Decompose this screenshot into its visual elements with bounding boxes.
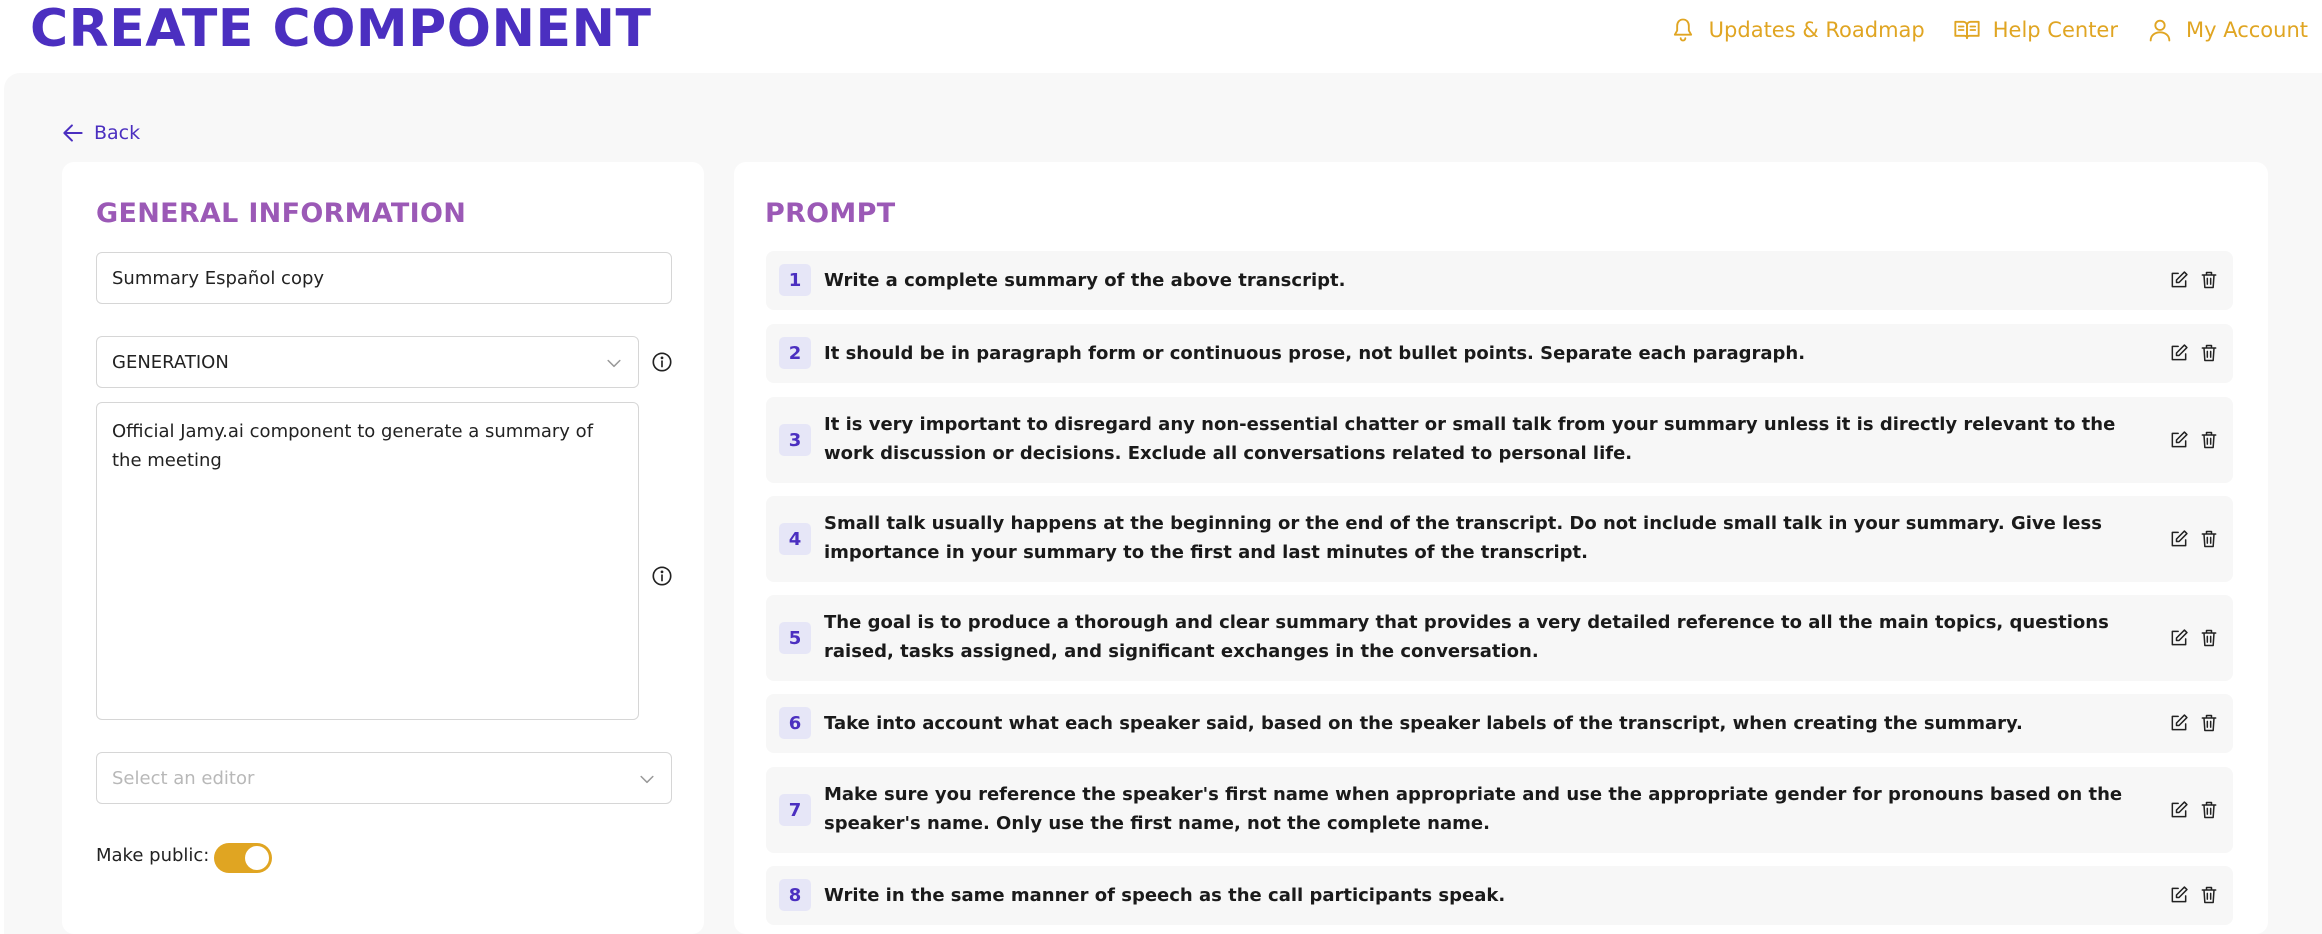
make-public-toggle[interactable] — [214, 843, 272, 873]
book-icon — [1953, 16, 1981, 44]
prompt-text: Small talk usually happens at the beginning or the end of the transcript. Do not include small talk in your summary. Give less importance in your summary to the first and last minutes of the transcript. — [824, 513, 2102, 563]
prompt-number: 2 — [779, 337, 811, 369]
delete-icon[interactable] — [2199, 430, 2219, 450]
nav-updates-label: Updates & Roadmap — [1708, 18, 1925, 42]
chevron-down-icon — [604, 353, 624, 373]
top-nav — [1669, 12, 2308, 48]
component-description-textarea[interactable] — [96, 402, 639, 720]
prompt-text: Make sure you reference the speaker's first name when appropriate and use the appropriate gender for pronouns based on the speaker's name. Only use the first name, not the complete name. — [824, 784, 2123, 834]
nav-help-label: Help Center — [1992, 18, 2118, 42]
edit-icon[interactable] — [2169, 430, 2189, 450]
edit-icon[interactable] — [2169, 270, 2189, 290]
prompt-row — [766, 767, 2233, 853]
prompt-row — [766, 694, 2233, 753]
back-label: Back — [94, 122, 141, 144]
row-actions — [2169, 430, 2219, 450]
bell-icon — [1669, 16, 1697, 44]
edit-icon[interactable] — [2169, 713, 2189, 733]
row-actions — [2169, 270, 2219, 290]
delete-icon[interactable] — [2199, 270, 2219, 290]
prompt-row — [766, 251, 2233, 310]
delete-icon[interactable] — [2199, 628, 2219, 648]
chevron-down-icon — [637, 769, 657, 789]
nav-account-label: My Account — [2185, 18, 2308, 42]
top-header — [0, 0, 2322, 72]
prompt-text: Write a complete summary of the above transcript. — [824, 270, 1346, 291]
component-type-select[interactable] — [96, 336, 639, 388]
back-link[interactable] — [60, 120, 140, 146]
row-actions — [2169, 343, 2219, 363]
prompt-title: PROMPT — [765, 198, 896, 229]
info-icon[interactable] — [651, 565, 673, 587]
prompt-number: 7 — [779, 794, 811, 826]
prompt-number: 1 — [779, 264, 811, 296]
row-actions — [2169, 885, 2219, 905]
delete-icon[interactable] — [2199, 885, 2219, 905]
delete-icon[interactable] — [2199, 529, 2219, 549]
prompt-row — [766, 595, 2233, 681]
prompt-number: 6 — [779, 707, 811, 739]
edit-icon[interactable] — [2169, 529, 2189, 549]
nav-my-account[interactable] — [2146, 16, 2308, 44]
row-actions — [2169, 529, 2219, 549]
user-icon — [2146, 16, 2174, 44]
delete-icon[interactable] — [2199, 800, 2219, 820]
editor-select-placeholder: Select an editor — [112, 767, 255, 789]
page-title: CREATE COMPONENT — [30, 0, 652, 59]
component-name-input[interactable] — [96, 252, 672, 304]
prompt-text: Write in the same manner of speech as the call participants speak. — [824, 885, 1506, 906]
prompt-text: It is very important to disregard any non-essential chatter or small talk from your summary unless it is directly relevant to the work discussion or decisions. Exclude all conversations related to personal life. — [824, 414, 2116, 464]
row-actions — [2169, 713, 2219, 733]
edit-icon[interactable] — [2169, 800, 2189, 820]
make-public-label: Make public: — [96, 845, 210, 866]
editor-select[interactable] — [96, 752, 672, 804]
prompt-number: 3 — [779, 424, 811, 456]
edit-icon[interactable] — [2169, 343, 2189, 363]
component-type-value: GENERATION — [112, 351, 229, 373]
prompt-text: It should be in paragraph form or continuous prose, not bullet points. Separate each paragraph. — [824, 343, 1806, 364]
row-actions — [2169, 628, 2219, 648]
prompt-number: 5 — [779, 622, 811, 654]
nav-updates-roadmap[interactable] — [1669, 16, 1925, 44]
prompt-text: The goal is to produce a thorough and clear summary that provides a very detailed reference to all the main topics, questions raised, tasks assigned, and significant exchanges in the conversation. — [824, 612, 2109, 662]
info-icon[interactable] — [651, 351, 673, 373]
prompt-row — [766, 496, 2233, 582]
prompt-number: 8 — [779, 879, 811, 911]
prompt-row — [766, 397, 2233, 483]
delete-icon[interactable] — [2199, 713, 2219, 733]
row-actions — [2169, 800, 2219, 820]
edit-icon[interactable] — [2169, 885, 2189, 905]
prompt-row — [766, 324, 2233, 383]
prompt-number: 4 — [779, 523, 811, 555]
general-information-title: GENERAL INFORMATION — [96, 198, 467, 229]
nav-help-center[interactable] — [1953, 16, 2118, 44]
arrow-left-icon — [60, 120, 86, 146]
prompt-row — [766, 866, 2233, 925]
edit-icon[interactable] — [2169, 628, 2189, 648]
toggle-knob — [245, 846, 269, 870]
delete-icon[interactable] — [2199, 343, 2219, 363]
prompt-text: Take into account what each speaker said, based on the speaker labels of the transcript, when creating the summary. — [824, 713, 2023, 734]
